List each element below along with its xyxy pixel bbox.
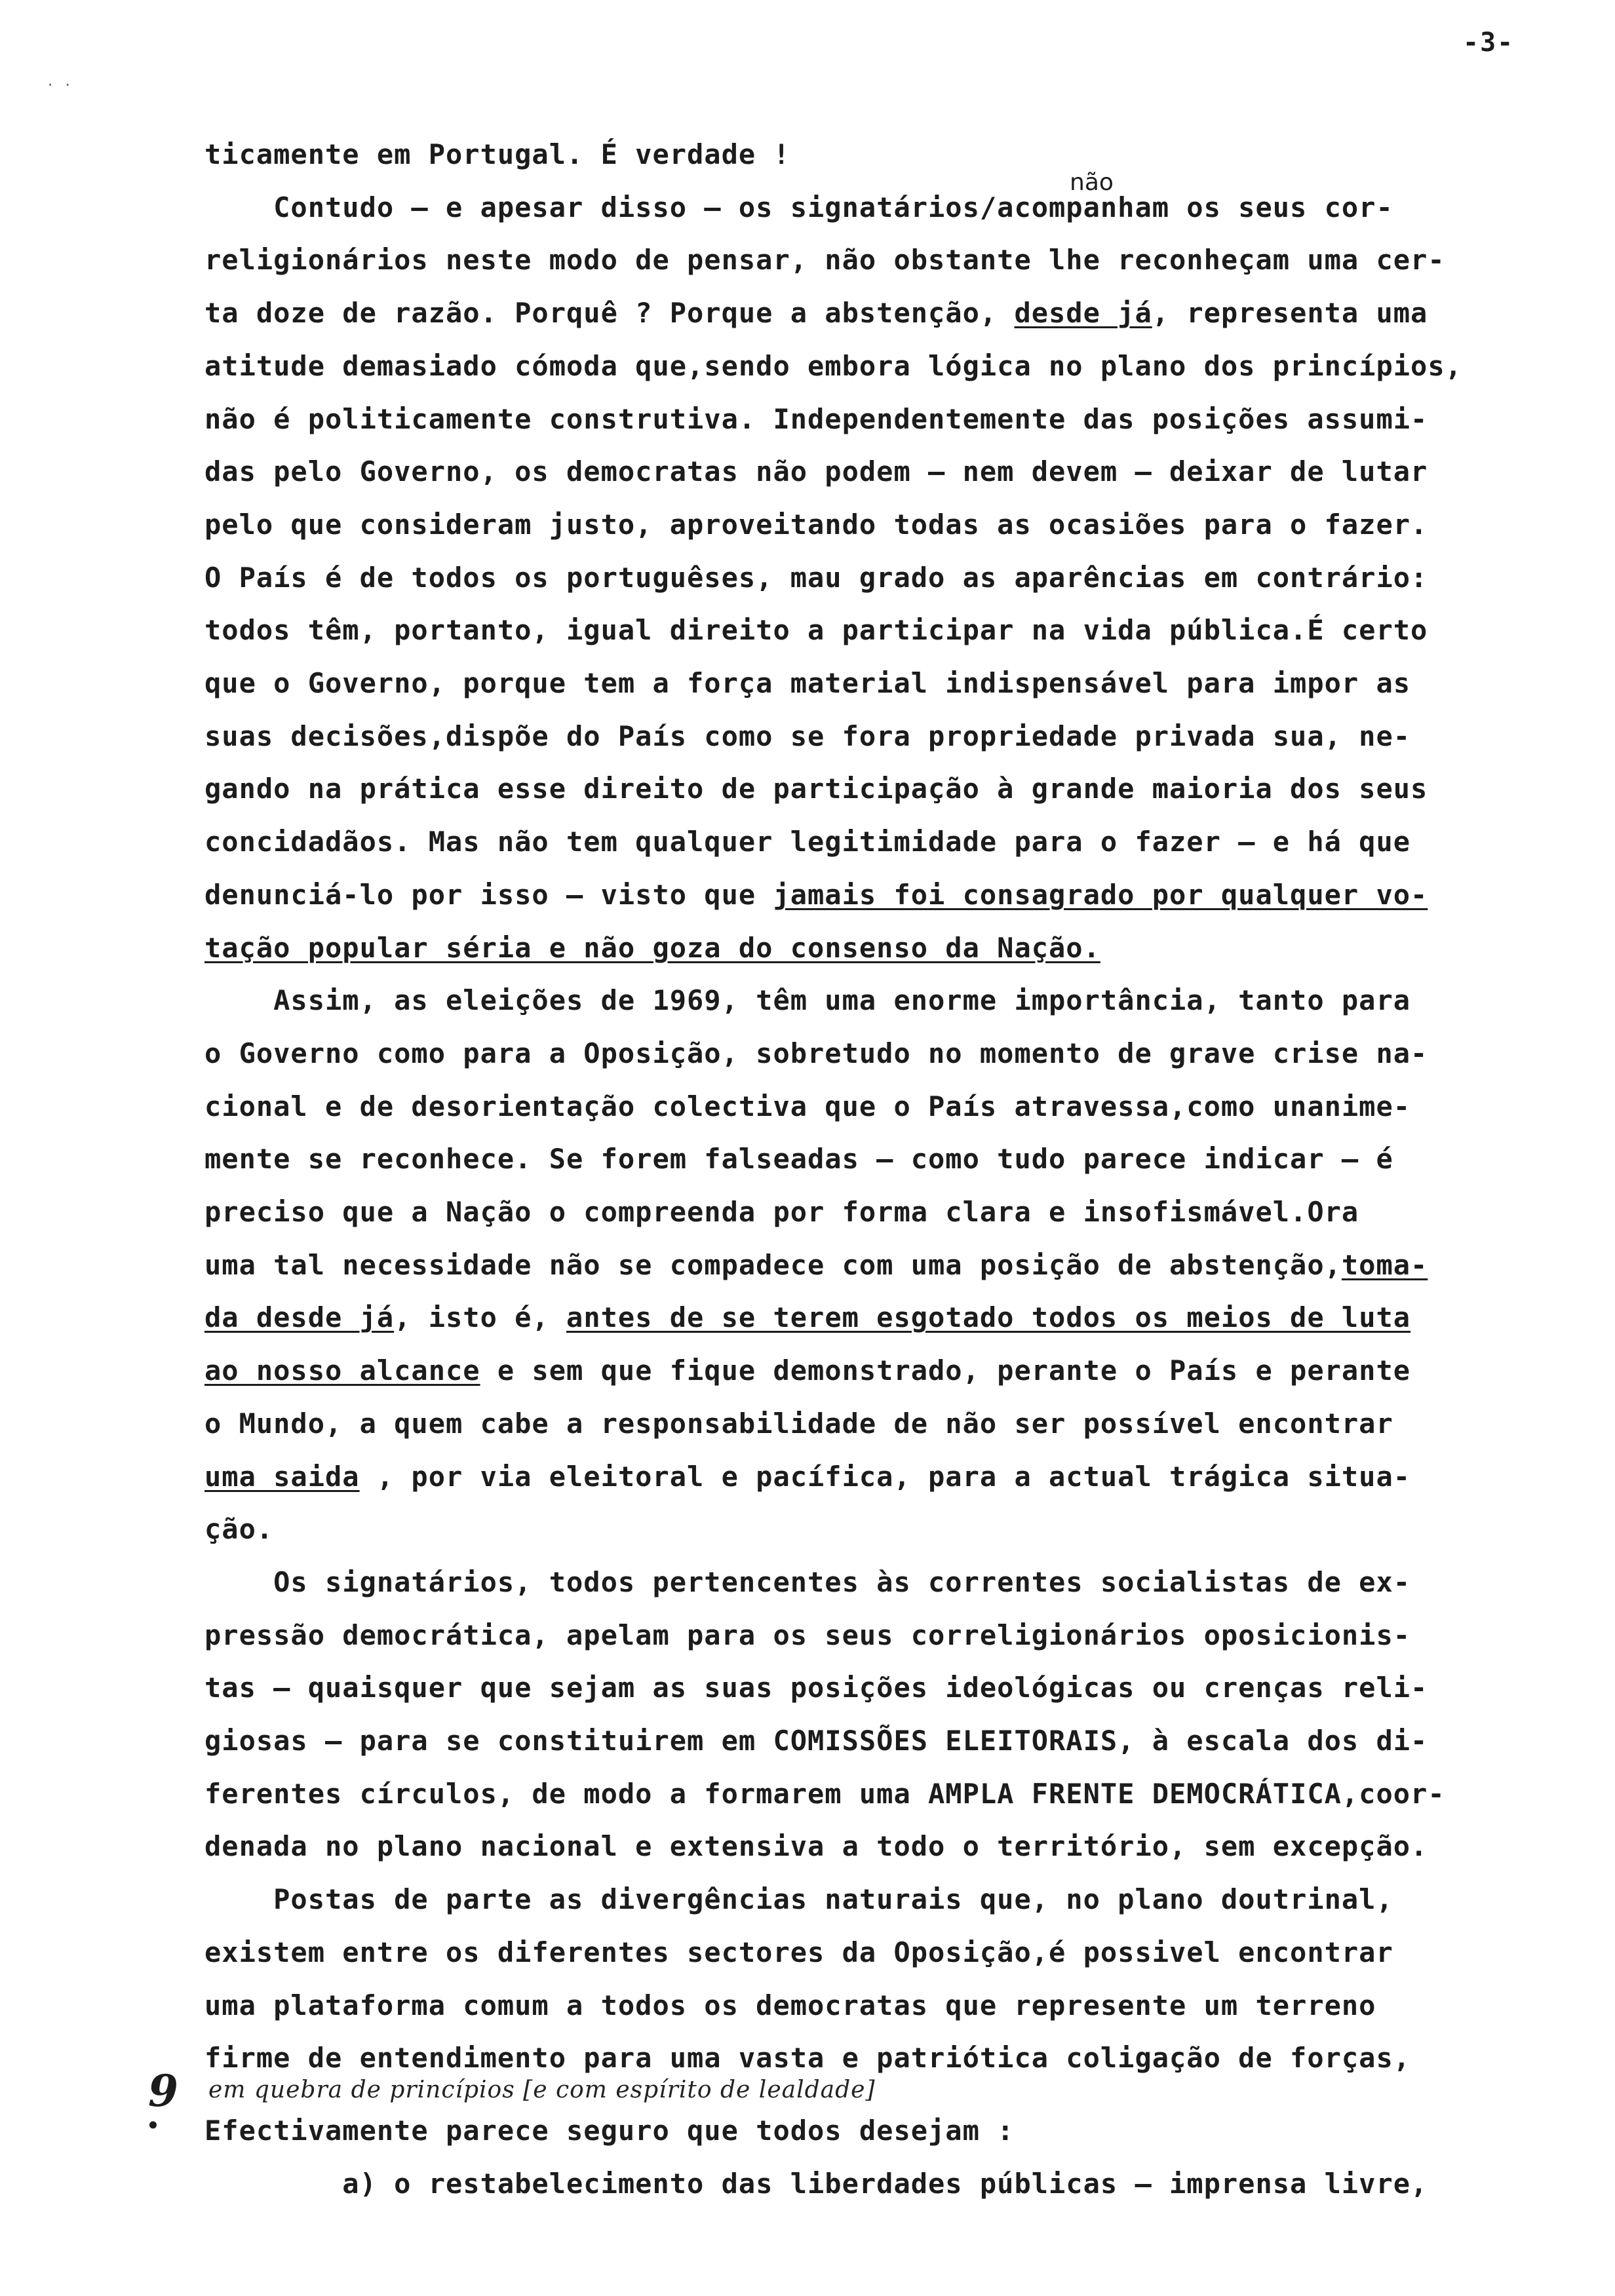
text-segment: Os signatários, todos pertencentes às correntes socialistas de ex-: [204, 1565, 1411, 1598]
interlinear-insertion: não: [1070, 169, 1114, 196]
text-segment: Contudo – e apesar disso – os signatários/acompanham os seus cor-: [204, 191, 1393, 223]
text-segment: que o Governo, porque tem a força material indispensável para impor as: [204, 667, 1411, 699]
page-number: -3-: [1463, 28, 1515, 58]
underlined-text: jamais foi consagrado por qualquer vo-: [773, 878, 1428, 911]
text-segment: atitude demasiado cómoda que,sendo embora lógica no plano dos princípios,: [204, 349, 1462, 382]
underlined-text: toma-: [1341, 1248, 1428, 1281]
text-line: [204, 828, 1411, 856]
text-line: [204, 2114, 1015, 2147]
text-segment: uma tal necessidade não se compadece com uma posição de abstenção,: [204, 1248, 1342, 1281]
text-segment: denunciá-lo por isso – visto que: [204, 878, 773, 911]
text-line: [204, 508, 1428, 541]
text-line: [204, 775, 1428, 803]
text-segment: giosas – para se constituirem em COMISSÕES ELEITORAIS, à escala dos di-: [204, 1725, 1428, 1757]
text-segment: , isto é,: [394, 1301, 567, 1334]
text-line: [204, 1354, 1411, 1387]
text-line: [204, 1301, 1411, 1334]
text-segment: não é politicamente construtiva. Independentemente das posições assumi-: [204, 402, 1428, 435]
text-segment: tas – quaisquer que sejam as suas posições ideológicas ou crenças reli-: [204, 1672, 1428, 1704]
text-segment: suas decisões,dispõe do País como se fora propriedade privada sua, ne-: [204, 719, 1411, 752]
text-segment: preciso que a Nação o compreenda por forma clara e insofismável.Ora: [204, 1196, 1359, 1228]
text-line: [204, 1618, 1411, 1651]
text-segment: existem entre os diferentes sectores da Oposição,é possivel encontrar: [204, 1936, 1393, 1968]
underlined-text: uma saida: [204, 1460, 360, 1493]
text-line: [204, 1883, 1393, 1916]
text-line: [204, 1565, 1411, 1598]
text-segment: denada no plano nacional e extensiva a todo o território, sem excepção.: [204, 1830, 1428, 1863]
text-segment: , por via eleitoral e pacífica, para a actual trágica situa-: [359, 1460, 1411, 1493]
text-line: [204, 138, 790, 170]
text-segment: concidadãos. Mas não tem qualquer legitimidade para o fazer – e há que: [204, 826, 1411, 858]
text-line: [204, 931, 1100, 964]
text-line: [204, 2042, 1411, 2075]
text-line: [204, 561, 1428, 594]
text-segment: e sem que fique demonstrado, perante o País e perante: [480, 1354, 1411, 1387]
underlined-text: antes de se terem esgotado todos os meios de luta: [566, 1301, 1411, 1334]
text-segment: uma plataforma comum a todos os democratas que represente um terreno: [204, 1989, 1376, 2021]
text-line: [204, 191, 1393, 223]
margin-bullet: •: [146, 2111, 161, 2140]
text-segment: ticamente em Portugal. É verdade !: [204, 138, 790, 170]
underlined-text: da desde já: [204, 1301, 395, 1334]
text-segment: ta doze de razão. Porquê ? Porque a abstenção,: [204, 297, 1015, 330]
underlined-text: tação popular séria e não goza do consenso da Nação.: [204, 931, 1100, 964]
text-line: [204, 1936, 1393, 1968]
text-line: [204, 1143, 1393, 1176]
text-segment: das pelo Governo, os democratas não podem – nem devem – deixar de lutar: [204, 455, 1428, 488]
text-segment: , representa uma: [1152, 297, 1428, 330]
text-segment: o Mundo, a quem cabe a responsabilidade de não ser possível encontrar: [204, 1407, 1393, 1440]
text-line: [204, 349, 1462, 382]
text-segment: religionários neste modo de pensar, não obstante lhe reconheçam uma cer-: [204, 244, 1445, 277]
text-segment: gando na prática esse direito de participação à grande maioria dos seus: [204, 773, 1428, 805]
text-segment: O País é de todos os portuguêses, mau grado as aparências em contrário:: [204, 561, 1428, 594]
text-line: [204, 667, 1411, 699]
scan-specks: · ·: [46, 77, 72, 94]
handwritten-insertion: em quebra de princípios [e com espírito de lealdade]: [208, 2076, 876, 2103]
text-line: [204, 984, 1411, 1017]
text-segment: Assim, as eleições de 1969, têm uma enorme importância, tanto para: [204, 984, 1411, 1017]
text-line: [204, 1407, 1393, 1440]
text-segment: todos têm, portanto, igual direito a participar na vida pública.É certo: [204, 614, 1428, 647]
text-line: [204, 455, 1428, 488]
text-line: [204, 1777, 1445, 1810]
text-segment: Postas de parte as divergências naturais que, no plano doutrinal,: [204, 1883, 1393, 1916]
text-line: [204, 1674, 1428, 1702]
text-segment: pressão democrática, apelam para os seus correligionários oposicionis-: [204, 1618, 1411, 1651]
text-line: [204, 614, 1428, 647]
text-line: [204, 1830, 1428, 1863]
text-line: [204, 402, 1428, 435]
text-line: [204, 1727, 1428, 1755]
text-segment: mente se reconhece. Se forem falseadas – como tudo parece indicar – é: [204, 1143, 1393, 1176]
text-line: [204, 1989, 1376, 2021]
margin-mark: 9: [148, 2065, 178, 2116]
text-line: [204, 2167, 1428, 2200]
text-segment: ção.: [204, 1513, 274, 1546]
text-segment: a) o restabelecimento das liberdades públicas – imprensa livre,: [204, 2167, 1428, 2200]
text-segment: firme de entendimento para uma vasta e patriótica coligação de forças,: [204, 2042, 1411, 2075]
text-segment: cional e de desorientação colectiva que o País atravessa,como unanime-: [204, 1090, 1411, 1122]
text-line: [204, 1198, 1359, 1226]
underlined-text: ao nosso alcance: [204, 1354, 480, 1387]
text-line: [204, 1037, 1428, 1069]
text-segment: pelo que consideram justo, aproveitando todas as ocasiões para o fazer.: [204, 508, 1428, 541]
text-line: [204, 1460, 1411, 1493]
text-line: [204, 719, 1411, 752]
underlined-text: desde já: [1014, 297, 1152, 330]
text-segment: ferentes círculos, de modo a formarem uma AMPLA FRENTE DEMOCRÁTICA,coor-: [204, 1777, 1445, 1810]
text-line: [204, 244, 1445, 277]
text-line: [204, 1248, 1428, 1281]
text-line: [204, 297, 1428, 330]
text-line: [204, 1090, 1411, 1122]
text-line: [204, 1513, 274, 1546]
text-segment: o Governo como para a Oposição, sobretudo no momento de grave crise na-: [204, 1037, 1428, 1069]
text-segment: Efectivamente parece seguro que todos desejam :: [204, 2114, 1015, 2147]
text-line: [204, 878, 1428, 911]
